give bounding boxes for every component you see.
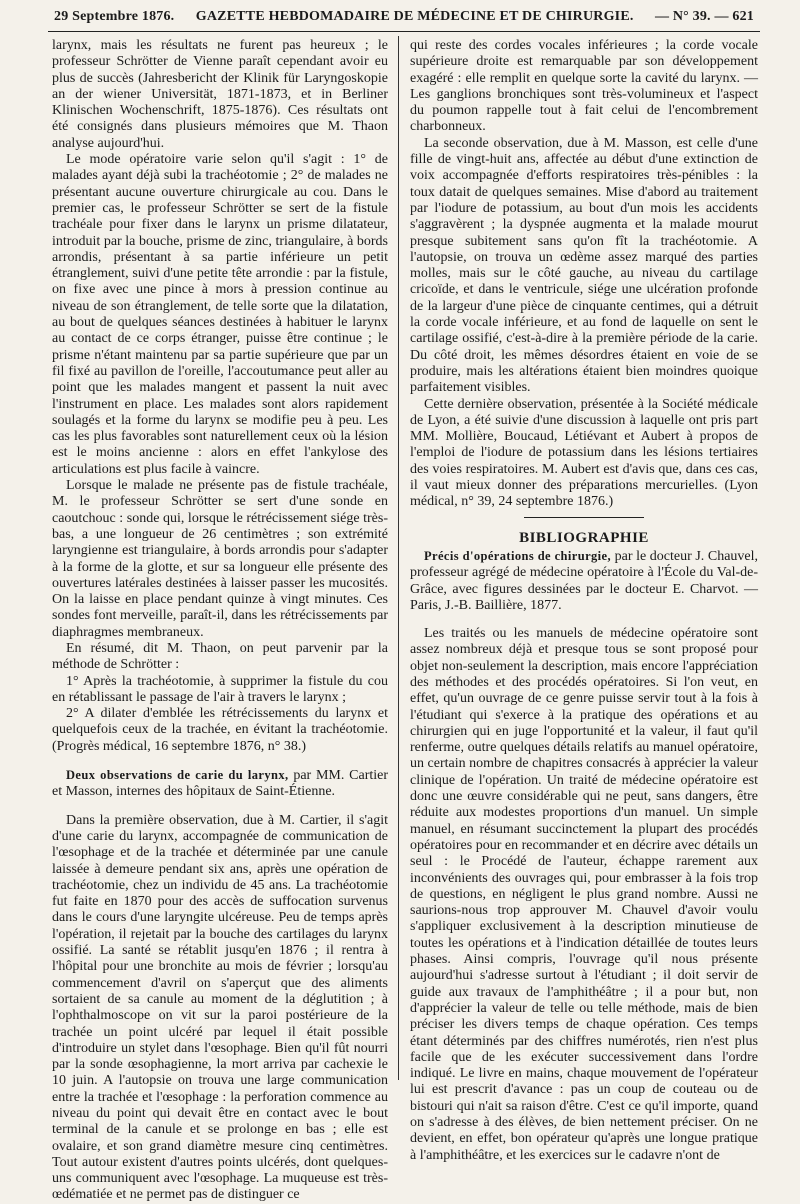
running-header	[54, 9, 754, 27]
paragraph: Le mode opératoire varie selon qu'il s'agit : 1° de malades ayant déjà subi la trachéotomie ; 2° de malades ne présentant aucune ouverture chirurgicale au cou. Dans le premier cas, le professeur Schrötter se sert de la fistule trachéale pour fixer dans le larynx un prisme dilatateur, introduit par la bouche, prisme de zinc, triangulaire, à bords arrondis, présentant à sa partie inférieure un petit étranglement, suivi d'une petite tête arrondie : par la fistule, on fixe avec une pince à mors à pression continue au niveau de son étranglement, de telle sorte que la dilatation, au bout de quelques séances destinées à habituer le larynx au contact de ce corps étranger, puisse être continue ; le prisme n'étant maintenu par sa partie supérieure que par un fil fixé au pavillon de l'oreille, l'accoutumance peut aller au point que les malades mangent et passent la nuit avec l'instrument en place. Les malades sont alors rapidement soulagés et la forme du larynx se modifie peu à peu. Les cas les plus favorables sont naturellement ceux où la lésion est le moins ancienne : alors en effet l'ankylose des articulations est plus facile à vaincre.	[52, 152, 388, 477]
paragraph: 1° Après la trachéotomie, à supprimer la fistule du cou en rétablissant le passage de l'air à travers le larynx ;	[52, 673, 388, 705]
section-title: BIBLIOGRAPHIE	[519, 529, 649, 546]
paragraph: Lorsque le malade ne présente pas de fistule trachéale, M. le professeur Schrötter se sert d'une sonde en caoutchouc : sonde qui, lorsque le rétrécissement siége très-bas, a une longueur de 26 centimètres ; son extrémité laryngienne est triangulaire, à bords arrondis pour s'adapter à la forme de la glotte, et sur sa longueur elle présente des ouvertures latérales destinées à laisser passer les mucosités. On la laisse en place pendant quinze à vingt minutes. Ces sondes font merveille, paraît-il, dans les rétrécissements par diaphragmes membraneux.	[52, 478, 388, 640]
right-column	[410, 38, 759, 1163]
bibliography-entry	[410, 548, 758, 614]
header-rule	[48, 31, 760, 32]
header-issue: — N° 39. —	[654, 9, 729, 24]
paragraph: Dans la première observation, due à M. Cartier, il s'agit d'une carie du larynx, accompagnée de communication de l'œsophage et de la trachée et déterminée par une canule laissée à demeure pendant six ans, après une opération de trachéotomie, chez un individu de 45 ans. La trachéotomie fut faite en 1870 pour des accès de suffocation survenus dans le cours d'une laryngite ulcéreuse. Peu de temps après l'opération, il rejetait par la bouche des cartilages du larynx ossifié. La santé se rétablit jusqu'en 1876 ; il rentra à l'hôpital pour une bronchite au mois de février ; lorsqu'au commencement d'avril on s'aperçut que des aliments sortaient de sa canule au moment de la déglutition ; à l'ophthalmoscope on vit sur la paroi postérieure de la trachée un point ulcéré par lequel il était possible d'introduire un stylet dans l'œsophage. Bien qu'il fût nourri par la sonde œsophagienne, la mort arriva par cachexie le 10 juin. A l'autopsie on trouva une large communication entre la trachée et l'œsophage : la perforation commence au niveau du point qui devait être en contact avec le bout terminal de la canule et se prolonge en bas ; elle est ovalaire, et son grand diamètre mesure cinq centimètres. Tout autour existent d'autres points ulcérés, dont quelques-uns communiquent avec l'œsophage. La muqueuse est très-œdématiée et ne permet pas de distinguer ce	[52, 812, 388, 1203]
paragraph: La seconde observation, due à M. Masson, est celle d'une fille de vingt-huit ans, affectée au début d'une extinction de voix accompagnée d'efforts respiratoires très-pénibles : la toux datait de quelques semaines. Mise d'abord au traitement par l'iodure de potassium, au bout d'un mois les accidents s'aggravèrent ; la dyspnée augmenta et la malade mourut presque subitement sans qu'on fît la trachéotomie. A l'autopsie, on trouva un œdème assez marqué des parties molles, mais sur le côté gauche, au niveau du cartilage cricoïde, et dans le ventricule, siége une ulcération profonde de la largeur d'une pièce de cinquante centimes, qui a détruit la corde vocale inférieure, et au fond de laquelle on sent le cartilage ossifié, c'est-à-dire à la première période de la carie. Du côté droit, les mêmes désordres étaient en voie de se produire, mais les altérations étaient bien moindres quoique parfaitement visibles.	[410, 135, 758, 396]
left-column	[52, 38, 389, 1203]
header-journal-title: GAZETTE HEBDOMADAIRE DE MÉDECINE ET DE CHIRURGIE.	[195, 9, 634, 24]
paragraph: En résumé, dit M. Thaon, on peut parvenir par la méthode de Schrötter :	[52, 640, 388, 673]
header-page-number: 621	[732, 9, 754, 24]
paragraph: 2° A dilater d'emblée les rétrécissements du larynx et quelquefois ceux de la trachée, en évitant la trachéotomie. (Progrès médical, 16 septembre 1876, n° 38.)	[52, 706, 388, 754]
article-title: Deux observations de carie du larynx,	[66, 768, 289, 783]
paragraph: Les traités ou les manuels de médecine opératoire sont assez nombreux déjà et presque tous se sont proposé pour objet non-seulement la description, mais encore l'appréciation des méthodes et des procédés opératoires. Si l'on veut, en effet, qu'un ouvrage de ce genre puisse servir tout à la fois à l'étudiant qui s'exerce à la pratique des opérations et au chirurgien qui en juge l'opportunité et la valeur, il faut qu'il renferme, outre quelques détails relatifs au manuel opératoire, un certain nombre de chapitres consacrés à apprécier la valeur clinique de l'opération. Un traité de médecine opératoire est donc une œuvre considérable qui ne peut, sans dangers, être réduite aux modestes proportions d'un manuel. Un simple manuel, en résumant succinctement la plupart des procédés opératoires pour en recommander et en décrire avec détails un seul : le Procédé de l'auteur, échappe rarement aux inconvénients des ouvrages qui, pour embrasser à la fois trop de questions, en négligent le plus grand nombre. Aussi ne saurions-nous trop approuver M. Chauvel d'avoir voulu s'appliquer exclusivement à la description minutieuse de toutes les opérations et à l'indication détaillée de toutes leurs phases. Ainsi compris, l'ouvrage qu'il nous présente aujourd'hui s'adresse surtout à l'étudiant ; il doit servir de guide aux travaux de l'amphithéâtre ; il a pour but, non d'apprécier la valeur de telle ou telle méthode, mais de bien préciser les divers temps de chaque opération. Ces temps étant déterminés par des chiffres numérotés, rien n'est plus facile que de les exécuter successivement dans l'ordre indiqué. Le livre en mains, chaque mouvement de l'opérateur lui est prescrit d'avance : pas un coup de couteau ou de bistouri qui n'ait sa raison d'être. C'est ce qu'il importe, quand on s'adresse à des élèves, de bien nettement préciser. On ne devient, en effet, bon opérateur qu'après une longue pratique à l'amphithéâtre, et les exercices sur le cadavre n'ont de	[410, 626, 758, 1163]
book-title: Précis d'opérations de chirurgie,	[424, 548, 612, 563]
header-date: 29 Septembre 1876.	[54, 9, 175, 24]
paragraph: Cette dernière observation, présentée à la Société médicale de Lyon, a été suivie d'une discussion à laquelle ont pris part MM. Mollière, Boucaud, Létiévant et Aubert à propos de l'emploi de l'iodure de potassium dans les lésions tertiaires des voies respiratoires. M. Aubert est d'avis que, dans ces cas, il vaut mieux donner des préparations mercurielles. (Lyon médical, n° 39, 24 septembre 1876.)	[410, 396, 758, 510]
article-authors: par MM. Cartier et Masson, internes des hôpitaux de Saint-Étienne.	[52, 768, 389, 800]
paragraph: qui reste des cordes vocales inférieures ; la corde vocale supérieure droite est remarquable par son développement exagéré : elle remplit en quelque sorte la cavité du larynx. — Les ganglions bronchiques sont très-volumineux et l'aspect du poumon rappelle tout à fait celui de l'encombrement charbonneux.	[410, 38, 758, 135]
book-details: par le docteur J. Chauvel, professeur agrégé de médecine opératoire à l'École du Val-de-Grâce, avec figures dessinées par le docteur E. Charvot. — Paris, J.-B. Baillière, 1877.	[410, 548, 759, 613]
section-rule	[524, 517, 644, 518]
paragraph: larynx, mais les résultats ne furent pas heureux ; le professeur Schrötter de Vienne paraît cependant avoir eu plus de succès (Jahresbericht der Klinik für Laryngoskopie an der wiener Universität, 1871-1873, et in Berliner Klinischen Wochenschrift, 1875-1876). Ces résultats ont été consignés dans plusieurs mémoires que M. Thaon analyse aujourd'hui.	[52, 38, 388, 151]
column-divider	[398, 36, 399, 1080]
header-issue-page	[655, 9, 754, 25]
article-heading	[52, 767, 388, 801]
